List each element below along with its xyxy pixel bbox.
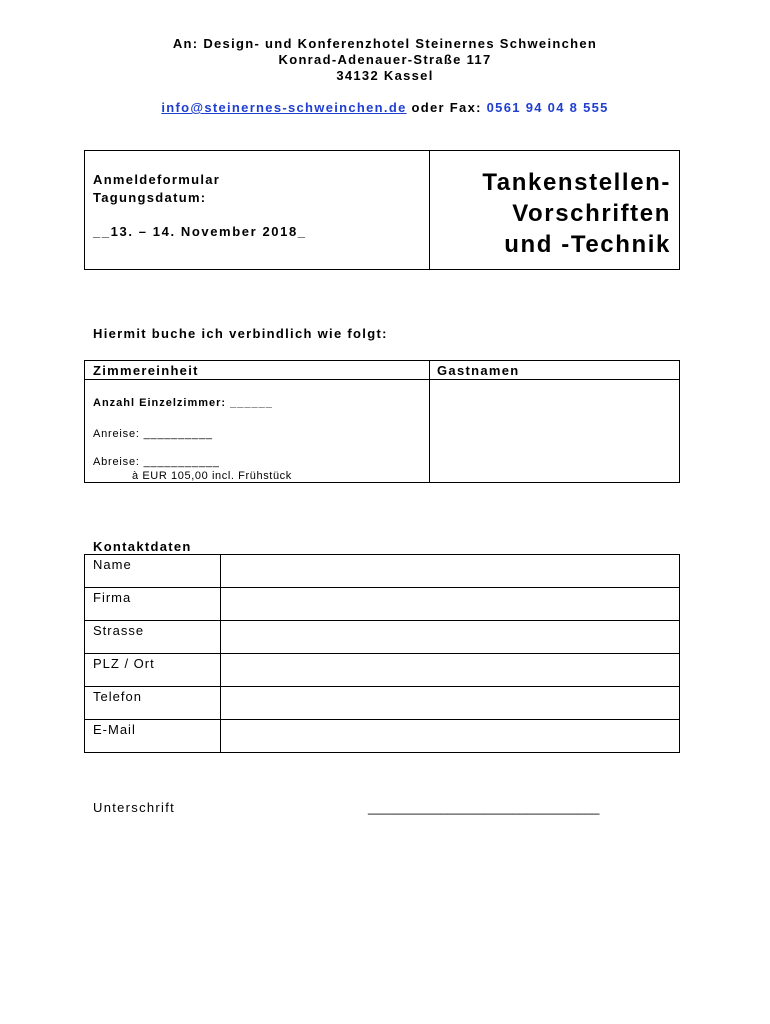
event-title-line-2: Vorschriften <box>512 200 671 227</box>
conference-date: __13. – 14. November 2018_ <box>93 224 307 239</box>
table-row <box>85 621 680 654</box>
room-table <box>84 360 680 483</box>
guests-column-header: Gastnamen <box>437 363 520 378</box>
phone-field[interactable] <box>221 687 680 720</box>
table-row <box>85 654 680 687</box>
title-box-divider <box>429 151 430 269</box>
phone-label: Telefon <box>85 687 221 720</box>
room-column-header: Zimmereinheit <box>93 363 199 378</box>
title-box <box>84 150 680 270</box>
recipient-line-1: An: Design- und Konferenzhotel Steinernes Schweinchen <box>172 36 598 51</box>
room-table-header-line <box>85 379 679 380</box>
recipient-contact <box>0 100 770 115</box>
zip-city-field[interactable] <box>221 654 680 687</box>
departure-field[interactable]: Abreise: ___________ <box>93 456 220 468</box>
name-label: Name <box>85 555 221 588</box>
fax-prefix: oder Fax: <box>406 100 487 115</box>
table-row <box>85 555 680 588</box>
booking-intro: Hiermit buche ich verbindlich wie folgt: <box>93 326 388 341</box>
zip-city-label: PLZ / Ort <box>85 654 221 687</box>
room-price: à EUR 105,00 incl. Frühstück <box>132 470 292 482</box>
date-label: Tagungsdatum: <box>93 190 207 205</box>
email-link[interactable]: info@steinernes-schweinchen.de <box>161 100 407 115</box>
form-info <box>93 171 220 207</box>
single-room-count-field[interactable]: Anzahl Einzelzimmer: ______ <box>93 397 273 409</box>
recipient-line-2: Konrad-Adenauer-Straße 117 <box>278 52 492 67</box>
fax-number: 0561 94 04 8 555 <box>486 100 609 115</box>
event-title-line-3: und -Technik <box>504 231 671 258</box>
event-title-line-1: Tankenstellen- <box>482 169 671 196</box>
table-row <box>85 720 680 753</box>
recipient-line-3: 34132 Kassel <box>336 68 434 83</box>
arrival-field[interactable]: Anreise: __________ <box>93 428 213 440</box>
contact-table <box>84 554 680 753</box>
signature-label: Unterschrift <box>93 800 176 815</box>
company-field[interactable] <box>221 588 680 621</box>
email-label: E-Mail <box>85 720 221 753</box>
table-row <box>85 588 680 621</box>
company-label: Firma <box>85 588 221 621</box>
event-title <box>482 167 671 260</box>
name-field[interactable] <box>221 555 680 588</box>
street-field[interactable] <box>221 621 680 654</box>
signature-line[interactable]: ________________________________ <box>368 800 600 815</box>
form-label: Anmeldeformular <box>93 172 221 187</box>
table-row <box>85 687 680 720</box>
street-label: Strasse <box>85 621 221 654</box>
contact-title: Kontaktdaten <box>93 539 192 554</box>
email-field[interactable] <box>221 720 680 753</box>
